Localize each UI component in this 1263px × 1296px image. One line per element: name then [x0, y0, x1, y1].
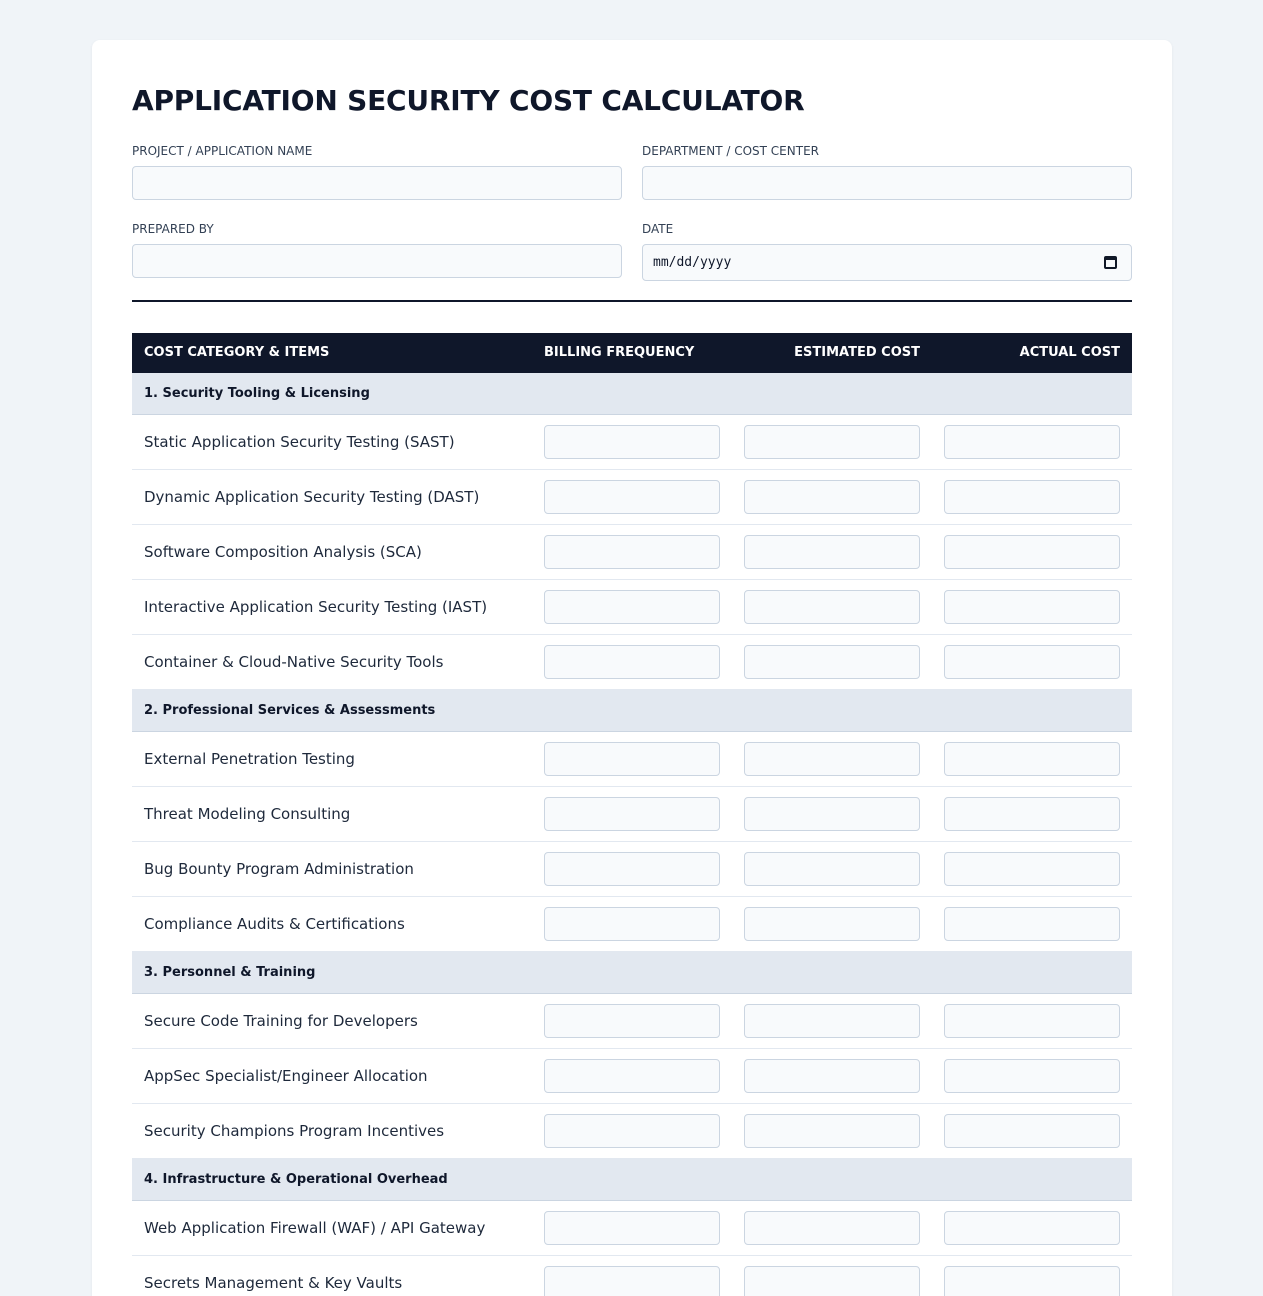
table-row	[132, 470, 1132, 525]
billing-frequency-input[interactable]	[544, 852, 720, 886]
actual-cost-input[interactable]	[944, 590, 1120, 624]
estimated-cost-input[interactable]	[744, 590, 920, 624]
header-divider	[132, 300, 1132, 302]
billing-frequency-input[interactable]	[544, 590, 720, 624]
actual-cost-input[interactable]	[944, 797, 1120, 831]
item-label: AppSec Specialist/Engineer Allocation	[144, 1067, 428, 1085]
header-actual: ACTUAL COST	[1019, 345, 1120, 360]
table-row	[132, 732, 1132, 787]
page-title: APPLICATION SECURITY COST CALCULATOR	[132, 84, 805, 117]
department-input[interactable]	[642, 166, 1132, 200]
actual-cost-input[interactable]	[944, 742, 1120, 776]
billing-frequency-input[interactable]	[544, 1114, 720, 1148]
actual-cost-input[interactable]	[944, 1266, 1120, 1296]
table-row	[132, 842, 1132, 897]
item-label: Bug Bounty Program Administration	[144, 860, 414, 878]
item-label: Web Application Firewall (WAF) / API Gateway	[144, 1219, 486, 1237]
actual-cost-input[interactable]	[944, 535, 1120, 569]
section-row	[132, 952, 1132, 994]
item-label: External Penetration Testing	[144, 750, 355, 768]
header-frequency: BILLING FREQUENCY	[544, 345, 695, 360]
table-row	[132, 994, 1132, 1049]
actual-cost-input[interactable]	[944, 852, 1120, 886]
date-input[interactable]	[642, 244, 1132, 281]
item-label: Threat Modeling Consulting	[144, 805, 351, 823]
billing-frequency-input[interactable]	[544, 645, 720, 679]
estimated-cost-input[interactable]	[744, 1114, 920, 1148]
item-label: Secure Code Training for Developers	[144, 1012, 418, 1030]
table-row	[132, 1104, 1132, 1159]
header-estimated: ESTIMATED COST	[794, 345, 920, 360]
section-row	[132, 373, 1132, 415]
estimated-cost-input[interactable]	[744, 907, 920, 941]
estimated-cost-input[interactable]	[744, 480, 920, 514]
estimated-cost-input[interactable]	[744, 797, 920, 831]
table-row	[132, 580, 1132, 635]
actual-cost-input[interactable]	[944, 480, 1120, 514]
billing-frequency-input[interactable]	[544, 1211, 720, 1245]
actual-cost-input[interactable]	[944, 907, 1120, 941]
actual-cost-input[interactable]	[944, 1114, 1120, 1148]
billing-frequency-input[interactable]	[544, 480, 720, 514]
estimated-cost-input[interactable]	[744, 535, 920, 569]
section-title: 2. Professional Services & Assessments	[144, 703, 436, 718]
billing-frequency-input[interactable]	[544, 535, 720, 569]
table-body	[132, 373, 1132, 1296]
item-label: Static Application Security Testing (SAST)	[144, 433, 455, 451]
billing-frequency-input[interactable]	[544, 907, 720, 941]
table-row	[132, 1049, 1132, 1104]
billing-frequency-input[interactable]	[544, 742, 720, 776]
calendar-icon[interactable]	[1104, 256, 1117, 269]
actual-cost-input[interactable]	[944, 1004, 1120, 1038]
table-row	[132, 787, 1132, 842]
estimated-cost-input[interactable]	[744, 852, 920, 886]
header-category: COST CATEGORY & ITEMS	[144, 345, 330, 360]
estimated-cost-input[interactable]	[744, 1266, 920, 1296]
actual-cost-input[interactable]	[944, 1059, 1120, 1093]
project-name-input[interactable]	[132, 166, 622, 200]
billing-frequency-input[interactable]	[544, 1266, 720, 1296]
section-title: 1. Security Tooling & Licensing	[144, 386, 370, 401]
estimated-cost-input[interactable]	[744, 425, 920, 459]
billing-frequency-input[interactable]	[544, 1004, 720, 1038]
section-row	[132, 690, 1132, 732]
section-title: 4. Infrastructure & Operational Overhead	[144, 1172, 448, 1187]
billing-frequency-input[interactable]	[544, 425, 720, 459]
date-label: DATE	[642, 222, 674, 236]
estimated-cost-input[interactable]	[744, 1004, 920, 1038]
table-row	[132, 1256, 1132, 1296]
item-label: Secrets Management & Key Vaults	[144, 1274, 403, 1292]
estimated-cost-input[interactable]	[744, 645, 920, 679]
table-row	[132, 1201, 1132, 1256]
table-row	[132, 525, 1132, 580]
table-row	[132, 635, 1132, 690]
billing-frequency-input[interactable]	[544, 797, 720, 831]
actual-cost-input[interactable]	[944, 1211, 1120, 1245]
prepared-by-input[interactable]	[132, 244, 622, 278]
item-label: Software Composition Analysis (SCA)	[144, 543, 422, 561]
estimated-cost-input[interactable]	[744, 1211, 920, 1245]
date-placeholder: mm/dd/yyyy	[653, 255, 732, 270]
estimated-cost-input[interactable]	[744, 742, 920, 776]
item-label: Container & Cloud-Native Security Tools	[144, 653, 444, 671]
cost-table	[132, 333, 1132, 1296]
section-row	[132, 1159, 1132, 1201]
estimated-cost-input[interactable]	[744, 1059, 920, 1093]
project-name-label: PROJECT / APPLICATION NAME	[132, 144, 313, 158]
actual-cost-input[interactable]	[944, 425, 1120, 459]
billing-frequency-input[interactable]	[544, 1059, 720, 1093]
prepared-by-label: PREPARED BY	[132, 222, 214, 236]
section-title: 3. Personnel & Training	[144, 965, 316, 980]
department-label: DEPARTMENT / COST CENTER	[642, 144, 819, 158]
table-row	[132, 897, 1132, 952]
calculator-card	[92, 40, 1172, 1296]
actual-cost-input[interactable]	[944, 645, 1120, 679]
table-row	[132, 415, 1132, 470]
item-label: Interactive Application Security Testing (IAST)	[144, 598, 488, 616]
item-label: Security Champions Program Incentives	[144, 1122, 445, 1140]
table-header	[132, 333, 1132, 373]
item-label: Dynamic Application Security Testing (DAST)	[144, 488, 480, 506]
item-label: Compliance Audits & Certifications	[144, 915, 405, 933]
